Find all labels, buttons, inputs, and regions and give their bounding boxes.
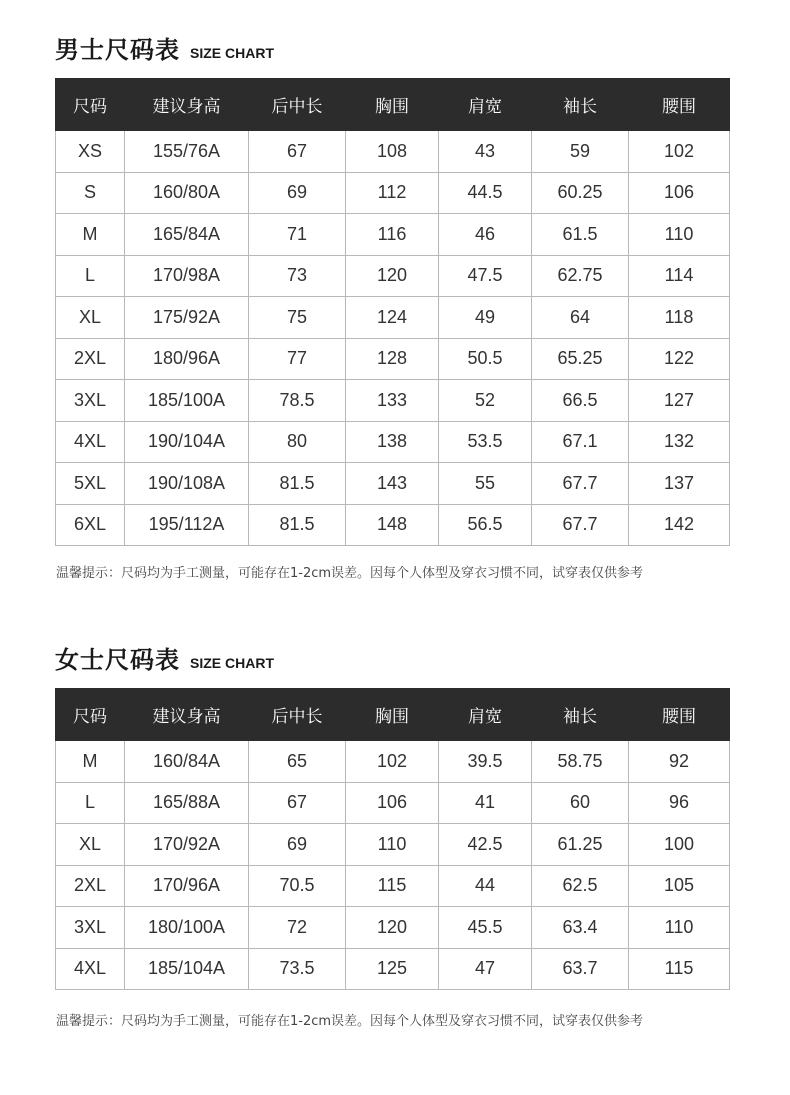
table-cell: 62.5	[532, 865, 629, 907]
table-cell: 71	[249, 214, 346, 256]
table-cell: 142	[629, 504, 730, 546]
table-row	[56, 214, 730, 256]
table-cell: 3XL	[56, 380, 125, 422]
men-size-note: 温馨提示：尺码均为手工测量，可能存在1-2cm误差。因每个人体型及穿衣习惯不同，试穿表仅供参考	[56, 566, 644, 581]
table-cell: 160/80A	[125, 172, 249, 214]
table-cell: 127	[629, 380, 730, 422]
table-cell: 114	[629, 255, 730, 297]
table-cell: 96	[629, 782, 730, 824]
table-cell: 56.5	[439, 504, 532, 546]
table-cell: 195/112A	[125, 504, 249, 546]
table-cell: 4XL	[56, 421, 125, 463]
women-size-note: 温馨提示：尺码均为手工测量，可能存在1-2cm误差。因每个人体型及穿衣习惯不同，试穿表仅供参考	[56, 1014, 644, 1029]
table-cell: 73	[249, 255, 346, 297]
table-cell: 73.5	[249, 948, 346, 990]
table-cell: 120	[346, 907, 439, 949]
header-shoulder: 肩宽	[439, 79, 532, 131]
table-cell: 60	[532, 782, 629, 824]
table-cell: 66.5	[532, 380, 629, 422]
table-cell: 67.7	[532, 504, 629, 546]
table-cell: 185/100A	[125, 380, 249, 422]
table-cell: 41	[439, 782, 532, 824]
table-row	[56, 948, 730, 990]
women-size-table	[55, 688, 730, 990]
table-cell: 110	[629, 907, 730, 949]
table-cell: 67	[249, 782, 346, 824]
men-size-chart-title	[55, 30, 274, 65]
header-sleeve: 袖长	[532, 79, 629, 131]
table-cell: 72	[249, 907, 346, 949]
table-cell: 116	[346, 214, 439, 256]
header-waist: 腰围	[629, 689, 730, 741]
table-row	[56, 255, 730, 297]
table-cell: 102	[629, 131, 730, 173]
header-waist: 腰围	[629, 79, 730, 131]
men-title-cn: 男士尺码表	[55, 36, 180, 64]
table-cell: 106	[629, 172, 730, 214]
table-row	[56, 338, 730, 380]
table-cell: 102	[346, 741, 439, 783]
table-cell: 55	[439, 463, 532, 505]
table-cell: 44.5	[439, 172, 532, 214]
table-cell: 69	[249, 172, 346, 214]
table-cell: 148	[346, 504, 439, 546]
table-cell: 61.25	[532, 824, 629, 866]
header-size: 尺码	[56, 79, 125, 131]
table-cell: 70.5	[249, 865, 346, 907]
table-cell: 133	[346, 380, 439, 422]
table-cell: 60.25	[532, 172, 629, 214]
table-row	[56, 824, 730, 866]
women-title-en: SIZE CHART	[190, 655, 274, 671]
table-row	[56, 907, 730, 949]
table-cell: 170/96A	[125, 865, 249, 907]
table-cell: 39.5	[439, 741, 532, 783]
header-chest: 胸围	[346, 79, 439, 131]
header-size: 尺码	[56, 689, 125, 741]
table-cell: 69	[249, 824, 346, 866]
table-row	[56, 741, 730, 783]
table-cell: S	[56, 172, 125, 214]
table-cell: 170/98A	[125, 255, 249, 297]
table-cell: 120	[346, 255, 439, 297]
table-row	[56, 463, 730, 505]
table-cell: XL	[56, 824, 125, 866]
table-cell: 49	[439, 297, 532, 339]
table-cell: M	[56, 214, 125, 256]
table-cell: 185/104A	[125, 948, 249, 990]
table-cell: 43	[439, 131, 532, 173]
table-cell: 67.1	[532, 421, 629, 463]
table-cell: 6XL	[56, 504, 125, 546]
table-cell: L	[56, 782, 125, 824]
table-cell: 59	[532, 131, 629, 173]
table-cell: 44	[439, 865, 532, 907]
table-cell: 3XL	[56, 907, 125, 949]
table-cell: 62.75	[532, 255, 629, 297]
table-cell: 63.4	[532, 907, 629, 949]
table-cell: 143	[346, 463, 439, 505]
table-row	[56, 131, 730, 173]
table-cell: 105	[629, 865, 730, 907]
table-cell: 115	[346, 865, 439, 907]
table-cell: 47	[439, 948, 532, 990]
table-cell: 106	[346, 782, 439, 824]
table-cell: 45.5	[439, 907, 532, 949]
table-cell: 100	[629, 824, 730, 866]
men-size-table	[55, 78, 730, 546]
table-cell: 112	[346, 172, 439, 214]
header-height: 建议身高	[125, 79, 249, 131]
table-cell: 5XL	[56, 463, 125, 505]
table-cell: 67	[249, 131, 346, 173]
table-cell: 58.75	[532, 741, 629, 783]
table-cell: XS	[56, 131, 125, 173]
table-cell: 64	[532, 297, 629, 339]
table-cell: L	[56, 255, 125, 297]
table-cell: 180/96A	[125, 338, 249, 380]
table-cell: 110	[629, 214, 730, 256]
table-cell: 67.7	[532, 463, 629, 505]
table-cell: 61.5	[532, 214, 629, 256]
table-cell: 190/108A	[125, 463, 249, 505]
table-row	[56, 380, 730, 422]
table-cell: 132	[629, 421, 730, 463]
header-back-length: 后中长	[249, 689, 346, 741]
header-back-length: 后中长	[249, 79, 346, 131]
header-chest: 胸围	[346, 689, 439, 741]
table-cell: 80	[249, 421, 346, 463]
table-cell: 125	[346, 948, 439, 990]
table-cell: 160/84A	[125, 741, 249, 783]
table-cell: 81.5	[249, 504, 346, 546]
table-cell: 122	[629, 338, 730, 380]
table-cell: 118	[629, 297, 730, 339]
women-title-cn: 女士尺码表	[55, 646, 180, 674]
table-cell: 137	[629, 463, 730, 505]
table-cell: 63.7	[532, 948, 629, 990]
table-cell: 180/100A	[125, 907, 249, 949]
table-cell: 81.5	[249, 463, 346, 505]
table-header-row	[56, 689, 730, 741]
table-row	[56, 504, 730, 546]
table-cell: 138	[346, 421, 439, 463]
table-row	[56, 172, 730, 214]
table-row	[56, 421, 730, 463]
table-cell: 165/88A	[125, 782, 249, 824]
header-shoulder: 肩宽	[439, 689, 532, 741]
table-cell: 128	[346, 338, 439, 380]
table-cell: 47.5	[439, 255, 532, 297]
table-cell: 108	[346, 131, 439, 173]
table-cell: 78.5	[249, 380, 346, 422]
table-cell: 65	[249, 741, 346, 783]
table-cell: 155/76A	[125, 131, 249, 173]
men-title-en: SIZE CHART	[190, 45, 274, 61]
table-cell: 42.5	[439, 824, 532, 866]
table-cell: 170/92A	[125, 824, 249, 866]
table-cell: 92	[629, 741, 730, 783]
table-cell: 46	[439, 214, 532, 256]
table-cell: 4XL	[56, 948, 125, 990]
table-cell: 2XL	[56, 865, 125, 907]
table-row	[56, 782, 730, 824]
table-cell: 110	[346, 824, 439, 866]
table-cell: 115	[629, 948, 730, 990]
header-sleeve: 袖长	[532, 689, 629, 741]
header-height: 建议身高	[125, 689, 249, 741]
table-header-row	[56, 79, 730, 131]
table-cell: 75	[249, 297, 346, 339]
table-cell: 65.25	[532, 338, 629, 380]
table-cell: 52	[439, 380, 532, 422]
table-row	[56, 297, 730, 339]
table-cell: 124	[346, 297, 439, 339]
table-cell: 50.5	[439, 338, 532, 380]
table-cell: 190/104A	[125, 421, 249, 463]
table-cell: XL	[56, 297, 125, 339]
table-cell: M	[56, 741, 125, 783]
women-size-chart-title	[55, 640, 274, 675]
table-cell: 165/84A	[125, 214, 249, 256]
table-cell: 77	[249, 338, 346, 380]
table-cell: 2XL	[56, 338, 125, 380]
table-row	[56, 865, 730, 907]
table-cell: 175/92A	[125, 297, 249, 339]
table-cell: 53.5	[439, 421, 532, 463]
